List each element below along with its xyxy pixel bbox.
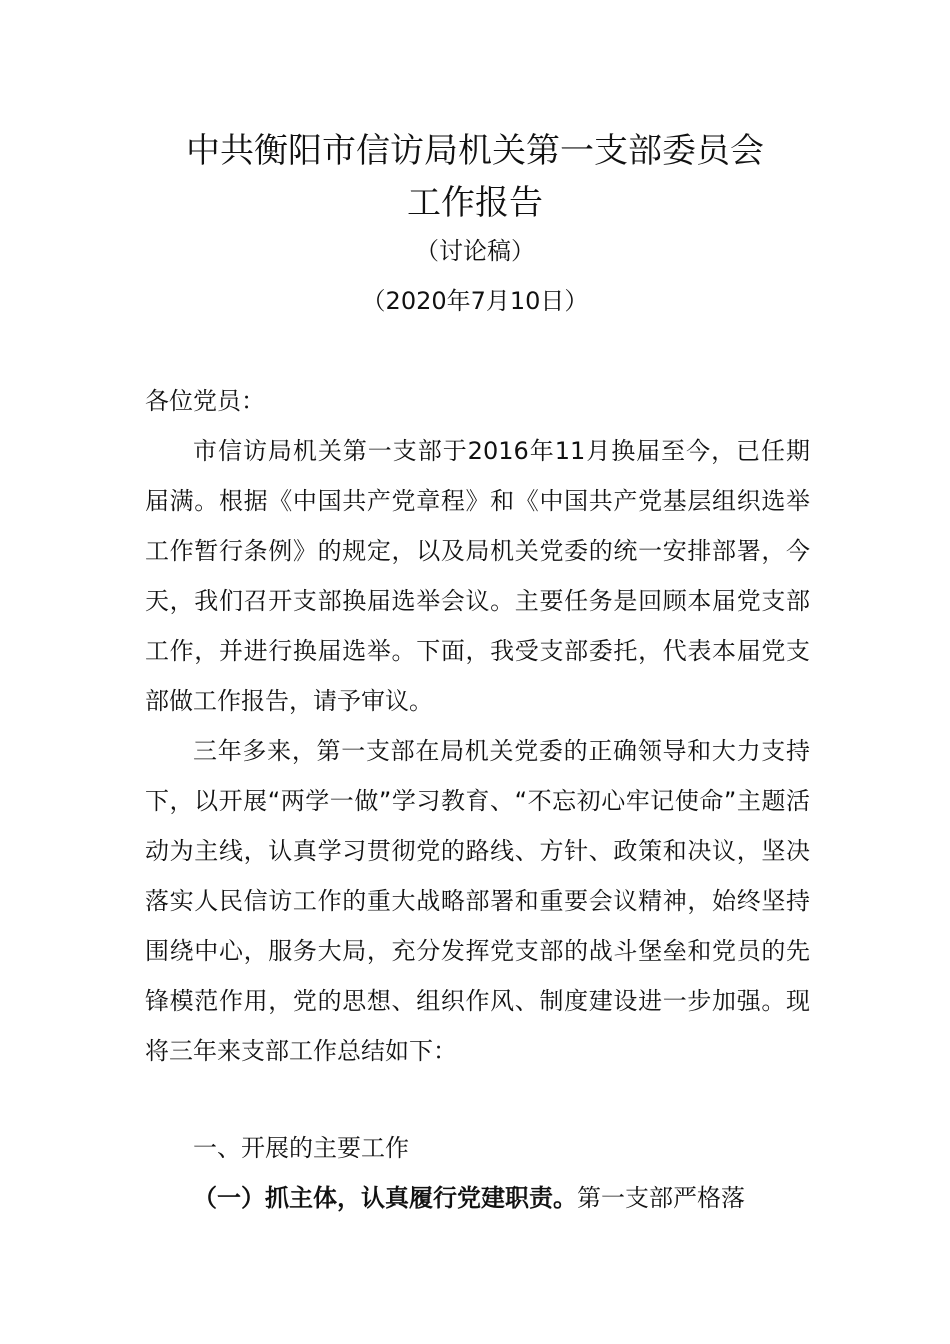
paragraph-intro: 市信访局机关第一支部于2016年11月换届至今，已任期届满。根据《中国共产党章程》和《中国共产党基层组织选举工作暂行条例》的规定，以及局机关党委的统一安排部署，今天，我们召开支部换届选举会议。主要任务是回顾本届党支部工作，并进行换届选举。下面，我受支部委托，代表本届党支部做工作报告，请予审议。 — [145, 437, 810, 715]
draft-label: （讨论稿） — [415, 237, 535, 265]
document-title-line-1: 中共衡阳市信访局机关第一支部委员会 — [186, 131, 764, 171]
report-date: （2020年7月10日） — [361, 287, 589, 315]
document-title-line-2: 工作报告 — [407, 183, 543, 223]
subsection-text: 第一支部严格落 — [577, 1184, 745, 1212]
paragraph-subsection — [145, 1173, 810, 1223]
paragraph-summary: 三年多来，第一支部在局机关党委的正确领导和大力支持下，以开展“两学一做”学习教育、“不忘初心牢记使命”主题活动为主线，认真学习贯彻党的路线、方针、政策和决议，坚决落实人民信访工作的重大战略部署和重要会议精神，始终坚持围绕中心，服务大局，充分发挥党支部的战斗堡垒和党员的先锋模范作用，党的思想、组织作风、制度建设进一步加强。现将三年来支部工作总结如下： — [145, 737, 810, 1065]
subsection-heading: （一）抓主体，认真履行党建职责。 — [193, 1184, 577, 1212]
section-heading: 一、开展的主要工作 — [193, 1134, 409, 1162]
salutation: 各位党员： — [145, 387, 265, 415]
